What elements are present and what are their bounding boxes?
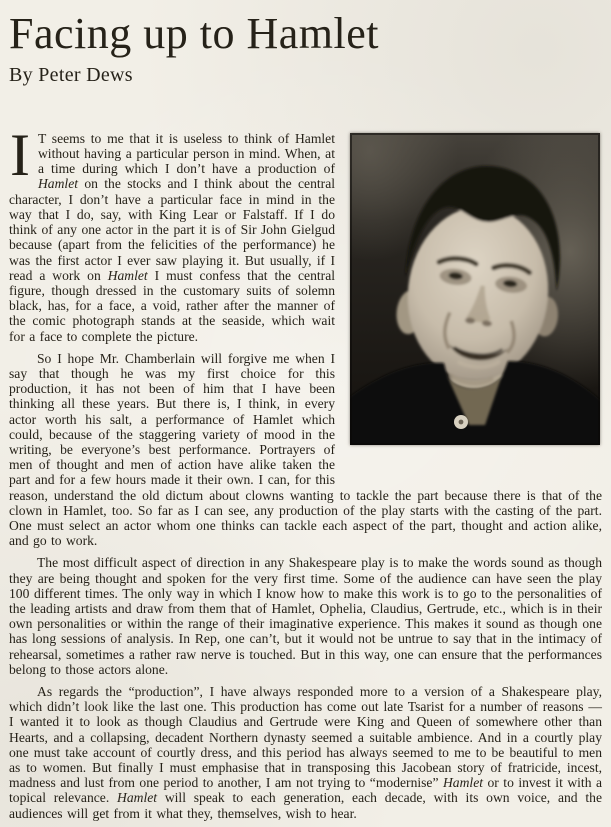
article-title: Facing up to Hamlet xyxy=(9,9,379,58)
paragraph-2: So I hope Mr. Chamberlain will forgive me when I say that though he was my first choice for this production, it has not been of him that I have been thinking all these years. But there is, I think, in every actor worth his salt, a performance of Hamlet which could, because of the staggering variety of mood in the writing, be everyone’s best performance. Portrayers of men of thought and men of action have alike taken the part and for a few hours made it their own. I can, for this reason, understand the old dictum about clowns wanting to tackle the part because there is that of the clown in Hamlet, too. So far as I can see, any production of the play starts with the casting of the part. One must select an actor whom one thinks can tackle each aspect of the part, thought and action alike, and go to work. xyxy=(9,350,602,549)
portrait-photo-graphic xyxy=(350,133,600,445)
article-body xyxy=(9,121,603,821)
portrait-photo xyxy=(350,133,600,445)
dropcap-initial: I xyxy=(10,121,30,188)
paragraph-4: As regards the “production”, I have always responded more to a version of a Shakespeare play, which didn’t look like the last one. This production has come out late Tsarist for a number of reasons — I wanted it to look as though Claudius and Gertrude were King and Queen of somewhere other than Hearts, and a collapsing, decadent Northern dynasty seemed a suitable ambience. And in a courtly play one must take account of courtly dress, and this period has always seemed to me to be beautiful to men as to women. But finally I must emphasise that in transposing this Jacobean story of fratricide, incest, madness and lust from one period to another, I am not trying to “modernise” Hamlet or to invest it with a topical relevance. Hamlet will speak to each generation, each decade, with its own voice, and the audiences will get from it what they, themselves, wish to hear. xyxy=(9,683,603,821)
byline: By Peter Dews xyxy=(9,63,133,86)
paragraph-3: The most difficult aspect of direction in any Shakespeare play is to make the words sound as though they are being thought and spoken for the very first time. Some of the audience can have seen the play 100 different times. The only way in which I know how to make this work is to go to the personalities of the leading artists and draw from them that of Hamlet, Ophelia, Claudius, Gertrude, etc., which is in their own personalities or within the range of their imaginative experience. This makes it sound as though one has long sessions of analysis. In Rep, one can’t, but it would not be untrue to say that in the intimacy of rehearsal, sometimes a rather raw nerve is touched. But in this way, one can ensure that the performances belong to those actors alone. xyxy=(9,555,602,677)
paragraph-1-text: T seems to me that it is useless to think of Hamlet without having a particular person in mind. When, at a time during which I don’t have a production of Hamlet on the stocks and I think about the central character, I don’t have a particular face in mind in the way that I do, say, with King Lear or Falstaff. If I do think of any one actor in the part it is of Sir John Gielgud because (apart from the felicities of the performance) he was the first actor I ever saw playing it. But usually, if I read a work on Hamlet I must confess that the central figure, though dressed in the customary suits of solemn black, has, for a face, a void, rather after the manner of the comic photograph stands at the seaside, which wait for a face to complete the picture. xyxy=(9,130,335,344)
